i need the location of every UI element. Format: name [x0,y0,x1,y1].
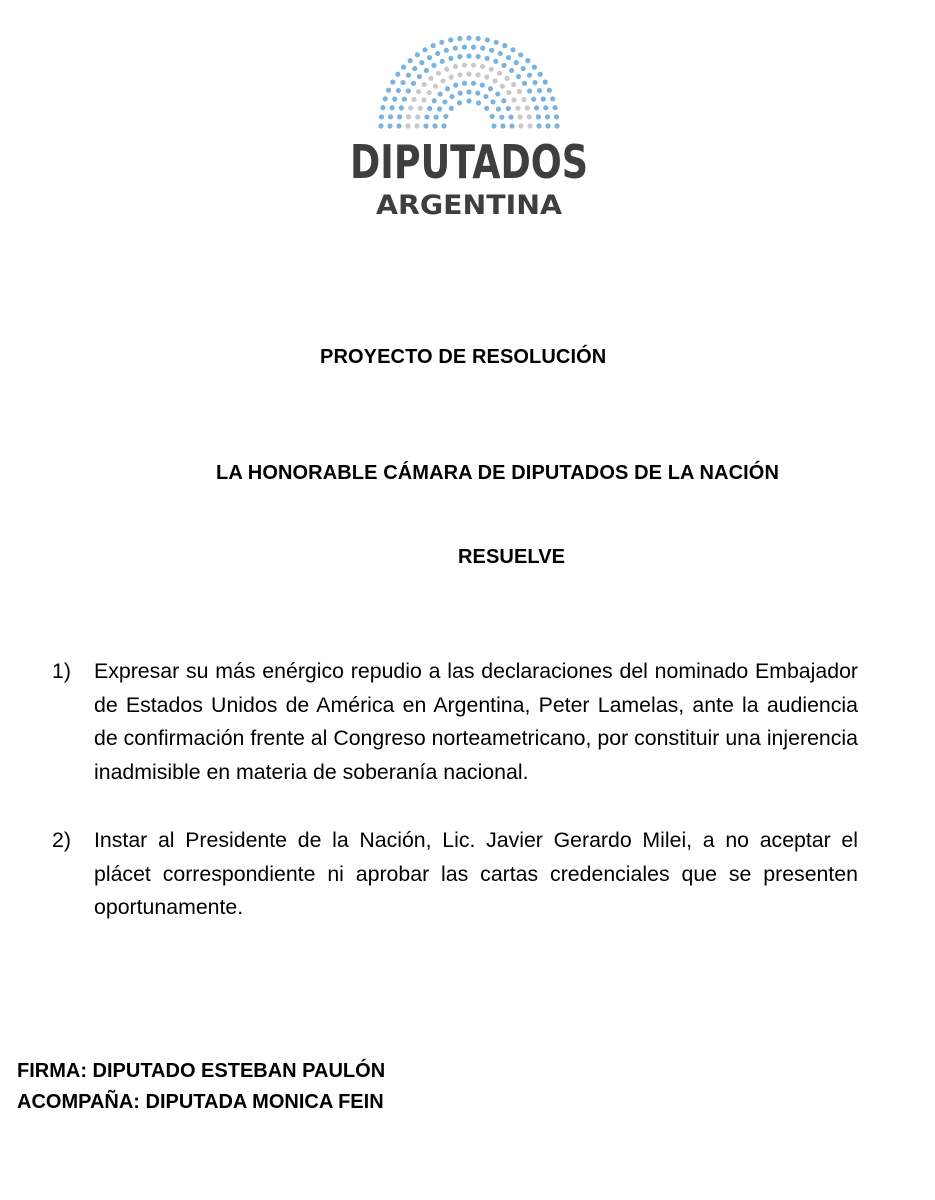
hemicycle-seat-dot [534,105,539,110]
hemicycle-seat-dot [386,88,391,93]
hemicycle-seat-dot [388,114,393,119]
hemicycle-seat-dot [527,123,532,128]
hemicycle-seat-dot [457,72,462,77]
hemicycle-seat-dot [545,114,550,119]
hemicycle-seat-dot [554,123,559,128]
hemicycle-seat-dot [495,91,500,96]
hemicycle-seat-dot [538,72,543,77]
hemicycle-seat-dot [444,48,449,53]
hemicycle-seat-dot [543,105,548,110]
hemicycle-seat-dot [497,71,502,76]
hemicycle-seat-dot [475,72,480,77]
hemicycle-seat-dot [383,96,388,101]
hemicycle-seat-dot [408,58,413,63]
hemicycle-seat-dot [466,71,471,76]
hemicycle-seat-dot [441,123,446,128]
hemicycle-seat-dot [527,88,532,93]
hemicycle-seat-dot [415,52,420,57]
hemicycle-seat-dot [442,99,447,104]
signatures-block [17,1056,385,1118]
hemicycle-seat-dot [485,37,490,42]
hemicycle-seat-dot [421,97,426,102]
hemicycle-seat-dot [510,47,515,52]
item-text: Expresar su más enérgico repudio a las declaraciones del nominado Embajador de Estados Unidos de América en Argentina, Peter Lamelas, ante la audiencia de confirmación frente al Congreso norteametricano, por constituir una injerencia inadmisible en materia de soberanía nacional. [94,659,858,784]
hemicycle-seat-dot [432,123,437,128]
hemicycle-seat-dot [518,123,523,128]
hemicycle-seat-dot [431,43,436,48]
hemicycle-seat-dot [491,123,496,128]
hemicycle-seat-dot [484,75,489,80]
hemicycle-seat-dot [506,90,511,95]
hemicycle-seat-dot [414,123,419,128]
hemicycle-seat-dot [411,81,416,86]
hemicycle-seat-dot [424,114,429,119]
hemicycle-seat-dot [490,114,495,119]
hemicycle-seat-dot [462,63,467,68]
hemicycle-seat-dot [514,60,519,65]
hemicycle-seat-dot [511,97,516,102]
hemicycle-seat-dot [379,114,384,119]
hemicycle-seat-dot [378,123,383,128]
hemicycle-seat-dot [418,106,423,111]
hemicycle-seat-dot [395,72,400,77]
hemicycle-seat-dot [492,78,497,83]
hemicycle-seat-dot [504,76,509,81]
hemicycle-seat-dot [506,55,511,60]
hemicycle-seat-dot [532,65,537,70]
hemicycle-seat-dot [417,74,422,79]
resolution-item [52,655,858,789]
hemicycle-seat-dot [427,90,432,95]
resolution-item [52,824,858,925]
hemicycle-seat-dot [550,96,555,101]
hemicycle-seat-dot [499,115,504,120]
hemicycle-seat-dot [484,106,489,111]
hemicycle-seat-dot [525,105,530,110]
hemicycle-seat-dot [521,66,526,71]
hemicycle-seat-dot [480,83,485,88]
hemicycle-seat-dot [396,88,401,93]
hemicycle-dots-icon [378,35,559,128]
hemicycle-seat-dot [397,114,402,119]
hemicycle-seat-dot [476,54,481,59]
hemicycle-seat-dot [448,37,453,42]
hemicycle-seat-dot [392,96,397,101]
hemicycle-seat-dot [518,114,523,119]
hemicycle-seat-dot [498,51,503,56]
resolves-heading: RESUELVE [458,546,566,568]
hemicycle-seat-dot [527,114,532,119]
hemicycle-seat-dot [453,83,458,88]
hemicycle-seat-dot [490,99,495,104]
hemicycle-seat-dot [501,98,506,103]
hemicycle-seat-dot [536,123,541,128]
hemicycle-seat-dot [416,89,421,94]
hemicycle-seat-dot [552,105,557,110]
hemicycle-seat-dot [449,106,454,111]
hemicycle-seat-dot [387,123,392,128]
hemicycle-seat-dot [480,64,485,69]
hemicycle-seat-dot [496,106,501,111]
hemicycle-seat-dot [427,55,432,60]
hemicycle-seat-dot [431,63,436,68]
hemicycle-seat-dot [433,84,438,89]
hemicycle-seat-dot [521,97,526,102]
hemicycle-seat-dot [380,105,385,110]
hemicycle-seat-dot [437,106,442,111]
diputados-argentina-logo [0,0,935,230]
hemicycle-seat-dot [419,60,424,65]
hemicycle-seat-dot [554,114,559,119]
hemicycle-seat-dot [411,97,416,102]
hemicycle-seat-dot [444,67,449,72]
hemicycle-seat-dot [466,35,471,40]
hemicycle-seat-dot [406,88,411,93]
hemicycle-seat-dot [509,68,514,73]
hemicycle-seat-dot [428,76,433,81]
hemicycle-seat-dot [453,64,458,69]
item-number: 1) [52,659,71,683]
hemicycle-seat-dot [500,123,505,128]
logo-subtitle: ARGENTINA [376,190,563,221]
hemicycle-seat-dot [435,51,440,56]
hemicycle-seat-dot [457,36,462,41]
item-number: 2) [52,828,71,852]
hemicycle-seat-dot [423,123,428,128]
hemicycle-seat-dot [439,40,444,45]
hemicycle-seat-dot [466,89,471,94]
hemicycle-seat-dot [408,105,413,110]
hemicycle-seat-dot [401,65,406,70]
hemicycle-seat-dot [545,123,550,128]
hemicycle-seat-dot [422,82,427,87]
hemicycle-seat-dot [537,88,542,93]
hemicycle-seat-dot [415,114,420,119]
item-text: Instar al Presidente de la Nación, Lic. Javier Gerardo Milei, a no aceptar el plácet correspondiente ni aprobar las cartas credenciales que se presenten oportunamente. [94,828,858,919]
hemicycle-seat-dot [457,100,462,105]
hemicycle-seat-dot [406,73,411,78]
hemicycle-seat-dot [438,91,443,96]
hemicycle-seat-dot [471,81,476,86]
hemicycle-seat-dot [406,114,411,119]
hemicycle-seat-dot [402,97,407,102]
hemicycle-seat-dot [527,73,532,78]
hemicycle-seat-dot [518,52,523,57]
hemicycle-seat-dot [471,63,476,68]
hemicycle-seat-dot [445,86,450,91]
hemicycle-seat-dot [458,91,463,96]
hemicycle-seat-dot [509,123,514,128]
hemicycle-seat-dot [517,89,522,94]
hemicycle-seat-dot [522,81,527,86]
hemicycle-seat-dot [475,91,480,96]
hemicycle-seat-dot [390,105,395,110]
hemicycle-seat-dot [494,40,499,45]
hemicycle-seat-dot [390,79,395,84]
hemicycle-seat-dot [476,100,481,105]
hemicycle-seat-dot [508,114,513,119]
hemicycle-seat-dot [440,78,445,83]
logo-title: DIPUTADOS [350,135,588,189]
hemicycle-seat-dot [422,47,427,52]
signature-line: FIRMA: DIPUTADO ESTEBAN PAULÓN [17,1060,386,1082]
hemicycle-seat-dot [476,36,481,41]
hemicycle-seat-dot [516,74,521,79]
hemicycle-seat-dot [466,53,471,58]
hemicycle-seat-dot [532,80,537,85]
hemicycle-seat-dot [502,43,507,48]
hemicycle-seat-dot [400,80,405,85]
hemicycle-seat-dot [434,115,439,120]
hemicycle-seat-dot [436,71,441,76]
hemicycle-seat-dot [511,82,516,87]
hemicycle-seat-dot [412,66,417,71]
hemicycle-seat-dot [485,56,490,61]
hemicycle-seat-dot [501,63,506,68]
hemicycle-seat-dot [480,46,485,51]
hemicycle-seat-dot [449,75,454,80]
hemicycle-seat-dot [489,67,494,72]
hemicycle-seat-dot [525,58,530,63]
hemicycle-seat-dot [449,94,454,99]
hemicycle-seat-dot [547,88,552,93]
resolution-items [52,655,858,960]
hemicycle-seat-dot [462,81,467,86]
hemicycle-seat-dot [396,123,401,128]
hemicycle-seat-dot [440,59,445,64]
hemicycle-seat-dot [457,54,462,59]
hemicycle-seat-dot [399,105,404,110]
hemicycle-seat-dot [453,46,458,51]
hemicycle-seat-dot [483,94,488,99]
hemicycle-seat-dot [448,56,453,61]
hemicycle-seat-dot [541,96,546,101]
hemicycle-seat-dot [488,86,493,91]
hemicycle-seat-dot [493,59,498,64]
hemicycle-seat-dot [489,48,494,53]
hemicycle-seat-dot [432,98,437,103]
hemicycle-seat-dot [405,123,410,128]
chamber-heading: LA HONORABLE CÁMARA DE DIPUTADOS DE LA NACIÓN [216,462,780,484]
accompanies-line: ACOMPAÑA: DIPUTADA MONICA FEIN [17,1091,384,1113]
hemicycle-seat-dot [506,106,511,111]
hemicycle-seat-dot [500,84,505,89]
hemicycle-seat-dot [443,114,448,119]
hemicycle-seat-dot [515,106,520,111]
hemicycle-seat-dot [471,45,476,50]
hemicycle-seat-dot [462,45,467,50]
hemicycle-seat-dot [424,68,429,73]
hemicycle-seat-dot [536,114,541,119]
hemicycle-seat-dot [466,98,471,103]
hemicycle-seat-dot [543,79,548,84]
hemicycle-seat-dot [531,97,536,102]
hemicycle-seat-dot [427,106,432,111]
document-type-heading: PROYECTO DE RESOLUCIÓN [320,346,607,368]
